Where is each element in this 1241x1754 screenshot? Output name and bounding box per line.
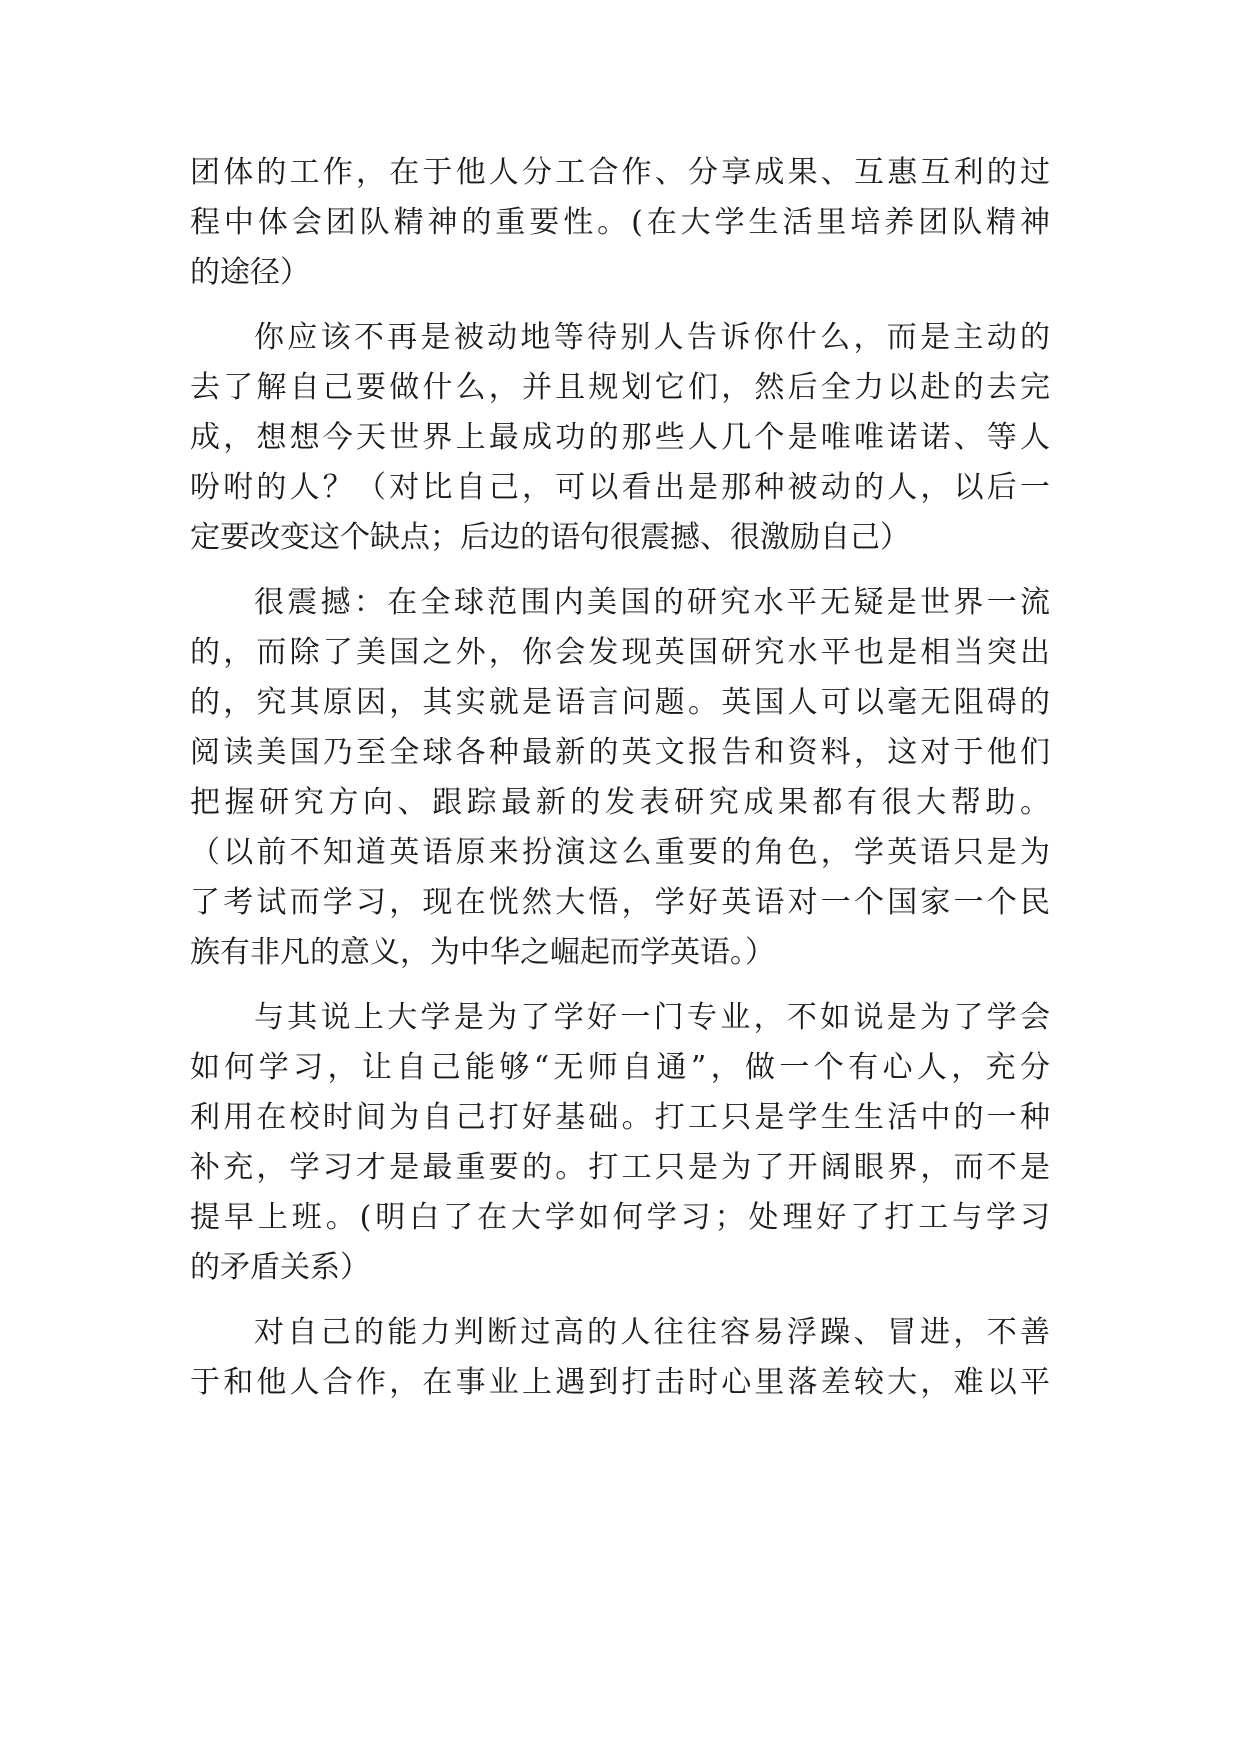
- paragraph: [190, 1308, 1050, 1408]
- text-line: 把握研究方向、跟踪最新的发表研究成果都有很大帮助。: [190, 785, 1050, 820]
- paragraph: [190, 313, 1050, 563]
- text-line: 定要改变这个缺点；后边的语句很震撼、很激励自己）: [190, 520, 910, 555]
- text-line: 于和他人合作，在事业上遇到打击时心里落差较大，难以平: [190, 1365, 1050, 1400]
- document-body: [190, 148, 1050, 1408]
- text-line: 程中体会团队精神的重要性。(在大学生活里培养团队精神: [190, 205, 1050, 240]
- text-line: 的矛盾关系）: [190, 1250, 370, 1285]
- text-line: 利用在校时间为自己打好基础。打工只是学生生活中的一种: [190, 1100, 1050, 1135]
- text-line: 如何学习，让自己能够“无师自通”，做一个有心人，充分: [190, 1050, 1050, 1085]
- text-line: 很震撼：在全球范围内美国的研究水平无疑是世界一流: [254, 585, 1050, 620]
- text-line: 提早上班。(明白了在大学如何学习；处理好了打工与学习: [190, 1200, 1050, 1235]
- text-line: 团体的工作，在于他人分工合作、分享成果、互惠互利的过: [190, 155, 1050, 190]
- text-line: 吩咐的人？（对比自己，可以看出是那种被动的人，以后一: [190, 470, 1050, 505]
- paragraph: [190, 993, 1050, 1293]
- text-line: 去了解自己要做什么，并且规划它们，然后全力以赴的去完: [190, 370, 1050, 405]
- paragraph: [190, 148, 1050, 298]
- text-line: 补充，学习才是最重要的。打工只是为了开阔眼界，而不是: [190, 1150, 1050, 1185]
- text-line: 了考试而学习，现在恍然大悟，学好英语对一个国家一个民: [190, 885, 1050, 920]
- text-line: （以前不知道英语原来扮演这么重要的角色，学英语只是为: [190, 835, 1050, 870]
- text-line: 与其说上大学是为了学好一门专业，不如说是为了学会: [254, 1000, 1050, 1035]
- text-line: 对自己的能力判断过高的人往往容易浮躁、冒进，不善: [254, 1315, 1050, 1350]
- text-line: 族有非凡的意义，为中华之崛起而学英语。）: [190, 935, 775, 970]
- text-line: 成，想想今天世界上最成功的那些人几个是唯唯诺诺、等人: [190, 420, 1050, 455]
- text-line: 阅读美国乃至全球各种最新的英文报告和资料，这对于他们: [190, 735, 1050, 770]
- text-line: 的，究其原因，其实就是语言问题。英国人可以毫无阻碍的: [190, 685, 1050, 720]
- paragraph: [190, 578, 1050, 978]
- text-line: 的途径）: [190, 255, 310, 290]
- text-line: 你应该不再是被动地等待别人告诉你什么，而是主动的: [254, 320, 1050, 355]
- text-line: 的，而除了美国之外，你会发现英国研究水平也是相当突出: [190, 635, 1050, 670]
